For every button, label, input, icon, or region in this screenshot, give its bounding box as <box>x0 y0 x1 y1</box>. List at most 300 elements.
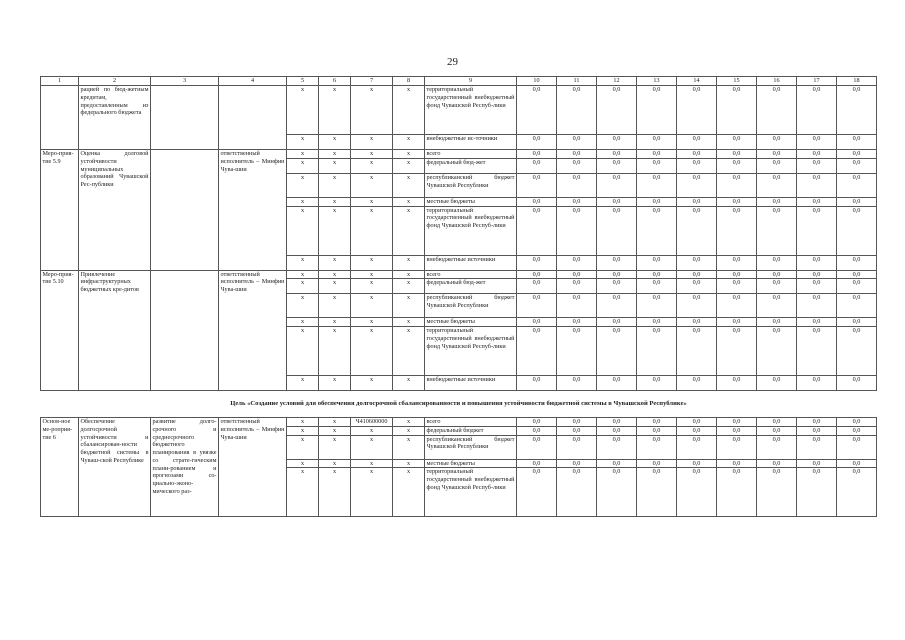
amount-cell: 0,0 <box>557 376 597 391</box>
amount-cell: 0,0 <box>797 135 837 150</box>
amount-cell: 0,0 <box>837 327 877 376</box>
amount-cell: 0,0 <box>597 279 637 294</box>
budget-code: х <box>393 376 425 391</box>
funding-source: федеральный бюд-жет <box>425 158 517 173</box>
budget-code: х <box>287 150 319 159</box>
measure-goal <box>151 86 219 150</box>
budget-code: х <box>319 294 351 318</box>
budget-code: х <box>351 270 393 279</box>
budget-code: х <box>393 150 425 159</box>
table-row <box>41 86 877 135</box>
column-number: 13 <box>637 77 677 86</box>
budget-code: х <box>287 279 319 294</box>
goal-row <box>41 391 877 418</box>
amount-cell: 0,0 <box>517 86 557 135</box>
budget-code: х <box>319 270 351 279</box>
budget-table <box>40 76 877 517</box>
amount-cell: 0,0 <box>797 318 837 327</box>
amount-cell: 0,0 <box>637 294 677 318</box>
amount-cell: 0,0 <box>837 135 877 150</box>
amount-cell: 0,0 <box>597 435 637 459</box>
budget-code: х <box>351 376 393 391</box>
amount-cell: 0,0 <box>597 270 637 279</box>
amount-cell: 0,0 <box>637 206 677 255</box>
amount-cell: 0,0 <box>717 150 757 159</box>
amount-cell: 0,0 <box>637 197 677 206</box>
amount-cell: 0,0 <box>677 173 717 197</box>
amount-cell: 0,0 <box>557 294 597 318</box>
amount-cell: 0,0 <box>517 327 557 376</box>
amount-cell: 0,0 <box>637 279 677 294</box>
budget-code: х <box>351 206 393 255</box>
amount-cell: 0,0 <box>797 255 837 270</box>
column-number: 17 <box>797 77 837 86</box>
amount-cell: 0,0 <box>757 435 797 459</box>
funding-source: внебюджетные источники <box>425 376 517 391</box>
budget-code: Ч410600000 <box>351 418 393 427</box>
amount-cell: 0,0 <box>517 270 557 279</box>
page-number: 29 <box>447 56 458 68</box>
amount-cell: 0,0 <box>757 197 797 206</box>
amount-cell: 0,0 <box>717 279 757 294</box>
amount-cell: 0,0 <box>717 426 757 435</box>
amount-cell: 0,0 <box>597 173 637 197</box>
amount-cell: 0,0 <box>517 158 557 173</box>
amount-cell: 0,0 <box>837 158 877 173</box>
column-number: 7 <box>351 77 393 86</box>
funding-source: всего <box>425 270 517 279</box>
amount-cell: 0,0 <box>757 270 797 279</box>
budget-code: х <box>351 294 393 318</box>
header-row <box>41 77 877 86</box>
budget-code: х <box>287 426 319 435</box>
amount-cell: 0,0 <box>677 327 717 376</box>
amount-cell: 0,0 <box>677 150 717 159</box>
budget-code: х <box>393 279 425 294</box>
amount-cell: 0,0 <box>797 279 837 294</box>
amount-cell: 0,0 <box>717 270 757 279</box>
budget-code: х <box>287 468 319 517</box>
amount-cell: 0,0 <box>637 173 677 197</box>
funding-source: федеральный бюджет <box>425 426 517 435</box>
amount-cell: 0,0 <box>797 294 837 318</box>
amount-cell: 0,0 <box>717 294 757 318</box>
amount-cell: 0,0 <box>557 206 597 255</box>
amount-cell: 0,0 <box>517 459 557 468</box>
budget-code: х <box>287 255 319 270</box>
amount-cell: 0,0 <box>517 435 557 459</box>
budget-code: х <box>351 426 393 435</box>
amount-cell: 0,0 <box>517 206 557 255</box>
budget-code: х <box>287 173 319 197</box>
amount-cell: 0,0 <box>517 197 557 206</box>
amount-cell: 0,0 <box>837 173 877 197</box>
amount-cell: 0,0 <box>837 270 877 279</box>
measure-name: рацией по бюд-жетным кредитам, предоставленным из федерального бюджета <box>79 86 151 150</box>
budget-code: х <box>393 173 425 197</box>
amount-cell: 0,0 <box>637 270 677 279</box>
column-number: 4 <box>219 77 287 86</box>
amount-cell: 0,0 <box>757 459 797 468</box>
amount-cell: 0,0 <box>717 418 757 427</box>
budget-code: х <box>393 135 425 150</box>
amount-cell: 0,0 <box>597 197 637 206</box>
budget-code: х <box>351 150 393 159</box>
budget-code: х <box>319 418 351 427</box>
amount-cell: 0,0 <box>597 459 637 468</box>
amount-cell: 0,0 <box>677 135 717 150</box>
amount-cell: 0,0 <box>637 158 677 173</box>
amount-cell: 0,0 <box>517 318 557 327</box>
amount-cell: 0,0 <box>757 294 797 318</box>
amount-cell: 0,0 <box>837 197 877 206</box>
funding-source: всего <box>425 418 517 427</box>
budget-code: х <box>319 173 351 197</box>
amount-cell: 0,0 <box>757 327 797 376</box>
amount-cell: 0,0 <box>797 158 837 173</box>
amount-cell: 0,0 <box>597 418 637 427</box>
amount-cell: 0,0 <box>637 459 677 468</box>
amount-cell: 0,0 <box>677 426 717 435</box>
amount-cell: 0,0 <box>517 173 557 197</box>
funding-source: территориальный государственный внебюджетный фонд Чувашской Респуб-лики <box>425 327 517 376</box>
budget-code: х <box>287 459 319 468</box>
amount-cell: 0,0 <box>717 158 757 173</box>
amount-cell: 0,0 <box>837 468 877 517</box>
amount-cell: 0,0 <box>637 255 677 270</box>
amount-cell: 0,0 <box>717 318 757 327</box>
column-number: 6 <box>319 77 351 86</box>
amount-cell: 0,0 <box>557 459 597 468</box>
budget-code: х <box>351 173 393 197</box>
amount-cell: 0,0 <box>797 206 837 255</box>
funding-source: республиканский бюджет Чувашской Республики <box>425 294 517 318</box>
amount-cell: 0,0 <box>717 206 757 255</box>
amount-cell: 0,0 <box>517 255 557 270</box>
amount-cell: 0,0 <box>637 426 677 435</box>
amount-cell: 0,0 <box>797 426 837 435</box>
budget-code: х <box>287 318 319 327</box>
amount-cell: 0,0 <box>757 376 797 391</box>
amount-cell: 0,0 <box>597 206 637 255</box>
amount-cell: 0,0 <box>797 86 837 135</box>
amount-cell: 0,0 <box>517 418 557 427</box>
amount-cell: 0,0 <box>557 279 597 294</box>
amount-cell: 0,0 <box>517 294 557 318</box>
amount-cell: 0,0 <box>717 376 757 391</box>
amount-cell: 0,0 <box>757 279 797 294</box>
amount-cell: 0,0 <box>597 468 637 517</box>
budget-code: х <box>393 459 425 468</box>
amount-cell: 0,0 <box>557 418 597 427</box>
amount-cell: 0,0 <box>557 255 597 270</box>
budget-code: х <box>319 318 351 327</box>
amount-cell: 0,0 <box>797 468 837 517</box>
budget-code: х <box>287 86 319 135</box>
funding-source: всего <box>425 150 517 159</box>
budget-code: х <box>319 327 351 376</box>
amount-cell: 0,0 <box>637 327 677 376</box>
funding-source: федеральный бюд-жет <box>425 279 517 294</box>
amount-cell: 0,0 <box>557 173 597 197</box>
amount-cell: 0,0 <box>677 468 717 517</box>
amount-cell: 0,0 <box>797 197 837 206</box>
column-number: 9 <box>425 77 517 86</box>
amount-cell: 0,0 <box>757 318 797 327</box>
budget-code: х <box>351 197 393 206</box>
amount-cell: 0,0 <box>517 426 557 435</box>
amount-cell: 0,0 <box>837 418 877 427</box>
amount-cell: 0,0 <box>717 173 757 197</box>
budget-code: х <box>287 206 319 255</box>
amount-cell: 0,0 <box>637 418 677 427</box>
budget-code: х <box>351 86 393 135</box>
budget-code: х <box>319 459 351 468</box>
amount-cell: 0,0 <box>597 376 637 391</box>
amount-cell: 0,0 <box>677 86 717 135</box>
amount-cell: 0,0 <box>757 150 797 159</box>
budget-code: х <box>319 150 351 159</box>
column-number: 12 <box>597 77 637 86</box>
goal-heading: Цель «Создание условий для обеспечения долгосрочной сбалансированности и повышения устойчивости бюджетной системы в Чувашской Республике» <box>41 391 877 418</box>
column-number: 18 <box>837 77 877 86</box>
amount-cell: 0,0 <box>557 270 597 279</box>
budget-code: х <box>319 279 351 294</box>
table-row <box>41 418 877 427</box>
amount-cell: 0,0 <box>797 418 837 427</box>
measure-label: Основ-ное ме-роприя-тие 6 <box>41 418 79 517</box>
amount-cell: 0,0 <box>597 294 637 318</box>
funding-source: внебюджетные источники <box>425 255 517 270</box>
amount-cell: 0,0 <box>757 135 797 150</box>
table-row <box>41 150 877 159</box>
amount-cell: 0,0 <box>557 86 597 135</box>
measure-goal <box>151 270 219 391</box>
amount-cell: 0,0 <box>677 435 717 459</box>
amount-cell: 0,0 <box>837 318 877 327</box>
amount-cell: 0,0 <box>757 418 797 427</box>
budget-code: х <box>319 197 351 206</box>
amount-cell: 0,0 <box>837 435 877 459</box>
amount-cell: 0,0 <box>717 435 757 459</box>
amount-cell: 0,0 <box>797 435 837 459</box>
measure-name: Оценка долговой устойчивости муниципальных образований Чувашской Рес-публики <box>79 150 151 271</box>
amount-cell: 0,0 <box>637 135 677 150</box>
budget-code: х <box>287 197 319 206</box>
column-number: 2 <box>79 77 151 86</box>
budget-code: х <box>319 206 351 255</box>
budget-code: х <box>351 468 393 517</box>
amount-cell: 0,0 <box>837 86 877 135</box>
amount-cell: 0,0 <box>557 318 597 327</box>
amount-cell: 0,0 <box>637 150 677 159</box>
amount-cell: 0,0 <box>597 327 637 376</box>
amount-cell: 0,0 <box>717 86 757 135</box>
budget-code: х <box>287 435 319 459</box>
amount-cell: 0,0 <box>677 376 717 391</box>
budget-code: х <box>319 158 351 173</box>
amount-cell: 0,0 <box>837 279 877 294</box>
budget-code: х <box>351 435 393 459</box>
budget-code: х <box>393 86 425 135</box>
budget-code: х <box>287 270 319 279</box>
budget-code: х <box>351 459 393 468</box>
amount-cell: 0,0 <box>797 376 837 391</box>
amount-cell: 0,0 <box>757 468 797 517</box>
amount-cell: 0,0 <box>677 206 717 255</box>
amount-cell: 0,0 <box>837 426 877 435</box>
funding-source: республиканский бюджет Чувашской Республики <box>425 173 517 197</box>
budget-code: х <box>393 468 425 517</box>
column-number: 10 <box>517 77 557 86</box>
measure-label: Меро-прия-тие 5.9 <box>41 150 79 271</box>
amount-cell: 0,0 <box>717 468 757 517</box>
budget-code: х <box>351 158 393 173</box>
budget-code: х <box>393 318 425 327</box>
budget-code: х <box>319 435 351 459</box>
amount-cell: 0,0 <box>557 435 597 459</box>
amount-cell: 0,0 <box>637 435 677 459</box>
amount-cell: 0,0 <box>637 318 677 327</box>
amount-cell: 0,0 <box>677 318 717 327</box>
amount-cell: 0,0 <box>557 468 597 517</box>
budget-code: х <box>319 255 351 270</box>
amount-cell: 0,0 <box>717 327 757 376</box>
budget-code: х <box>393 197 425 206</box>
budget-code: х <box>319 135 351 150</box>
amount-cell: 0,0 <box>677 418 717 427</box>
budget-code: х <box>319 426 351 435</box>
amount-cell: 0,0 <box>677 270 717 279</box>
amount-cell: 0,0 <box>557 327 597 376</box>
budget-code: х <box>287 327 319 376</box>
amount-cell: 0,0 <box>677 279 717 294</box>
amount-cell: 0,0 <box>717 459 757 468</box>
amount-cell: 0,0 <box>637 86 677 135</box>
amount-cell: 0,0 <box>757 426 797 435</box>
column-number: 15 <box>717 77 757 86</box>
amount-cell: 0,0 <box>837 206 877 255</box>
budget-code: х <box>319 468 351 517</box>
budget-code: х <box>287 376 319 391</box>
budget-code: х <box>393 206 425 255</box>
amount-cell: 0,0 <box>797 173 837 197</box>
budget-code: х <box>393 418 425 427</box>
measure-label <box>41 86 79 150</box>
amount-cell: 0,0 <box>837 376 877 391</box>
amount-cell: 0,0 <box>557 197 597 206</box>
budget-code: х <box>287 418 319 427</box>
amount-cell: 0,0 <box>757 173 797 197</box>
amount-cell: 0,0 <box>757 255 797 270</box>
budget-code: х <box>287 294 319 318</box>
measure-executor: ответственный исполнитель – Минфин Чува-шии <box>219 270 287 391</box>
measure-name: Привлечение инфраструктурных бюджетных кре-дитов <box>79 270 151 391</box>
column-number: 5 <box>287 77 319 86</box>
amount-cell: 0,0 <box>597 135 637 150</box>
amount-cell: 0,0 <box>597 150 637 159</box>
measure-executor: ответственный исполнитель – Минфин Чува-шии <box>219 418 287 517</box>
amount-cell: 0,0 <box>837 150 877 159</box>
funding-source: внебюджетные ис-точники <box>425 135 517 150</box>
funding-source: республиканский бюджет Чувашской Республики <box>425 435 517 459</box>
funding-source: территориальный государственный внебюджетный фонд Чувашской Респуб-лики <box>425 86 517 135</box>
amount-cell: 0,0 <box>557 150 597 159</box>
column-number: 14 <box>677 77 717 86</box>
amount-cell: 0,0 <box>837 255 877 270</box>
amount-cell: 0,0 <box>797 459 837 468</box>
amount-cell: 0,0 <box>517 150 557 159</box>
column-number: 8 <box>393 77 425 86</box>
table-row <box>41 270 877 279</box>
column-number: 1 <box>41 77 79 86</box>
measure-name: Обеспечение долгосрочной устойчивости и сбалансирован-ности бюджетной системы в Чуваш-ской Республике <box>79 418 151 517</box>
measure-label: Меро-прия-тие 5.10 <box>41 270 79 391</box>
amount-cell: 0,0 <box>637 468 677 517</box>
measure-executor <box>219 86 287 150</box>
budget-code: х <box>287 135 319 150</box>
amount-cell: 0,0 <box>517 376 557 391</box>
amount-cell: 0,0 <box>677 197 717 206</box>
measure-goal <box>151 150 219 271</box>
amount-cell: 0,0 <box>717 135 757 150</box>
budget-code: х <box>319 86 351 135</box>
funding-source: местные бюджеты <box>425 318 517 327</box>
budget-code: х <box>319 376 351 391</box>
amount-cell: 0,0 <box>717 255 757 270</box>
amount-cell: 0,0 <box>677 255 717 270</box>
column-number: 11 <box>557 77 597 86</box>
amount-cell: 0,0 <box>517 279 557 294</box>
amount-cell: 0,0 <box>757 86 797 135</box>
amount-cell: 0,0 <box>757 206 797 255</box>
measure-executor: ответственный исполнитель – Минфин Чува-шии <box>219 150 287 271</box>
amount-cell: 0,0 <box>597 158 637 173</box>
amount-cell: 0,0 <box>597 426 637 435</box>
budget-code: х <box>351 318 393 327</box>
amount-cell: 0,0 <box>677 459 717 468</box>
funding-source: территориальный государственный внебюджетный фонд Чувашской Респуб-лики <box>425 468 517 517</box>
budget-code: х <box>393 294 425 318</box>
amount-cell: 0,0 <box>557 426 597 435</box>
amount-cell: 0,0 <box>557 158 597 173</box>
amount-cell: 0,0 <box>677 294 717 318</box>
amount-cell: 0,0 <box>517 468 557 517</box>
amount-cell: 0,0 <box>597 318 637 327</box>
amount-cell: 0,0 <box>837 459 877 468</box>
amount-cell: 0,0 <box>597 86 637 135</box>
budget-code: х <box>351 255 393 270</box>
budget-code: х <box>287 158 319 173</box>
budget-code: х <box>393 327 425 376</box>
budget-code: х <box>393 270 425 279</box>
budget-code: х <box>393 435 425 459</box>
amount-cell: 0,0 <box>597 255 637 270</box>
budget-code: х <box>351 279 393 294</box>
budget-code: х <box>393 158 425 173</box>
measure-goal: развитие долго-срочного и среднесрочного бюджетного планирования в увязке со страте-гическим плани-рованием и прогнозами со-циально-эконо-мического раз- <box>151 418 219 517</box>
amount-cell: 0,0 <box>637 376 677 391</box>
table-body <box>41 77 877 517</box>
budget-code: х <box>351 327 393 376</box>
amount-cell: 0,0 <box>557 135 597 150</box>
column-number: 3 <box>151 77 219 86</box>
amount-cell: 0,0 <box>717 197 757 206</box>
amount-cell: 0,0 <box>797 150 837 159</box>
amount-cell: 0,0 <box>837 294 877 318</box>
amount-cell: 0,0 <box>797 270 837 279</box>
amount-cell: 0,0 <box>517 135 557 150</box>
